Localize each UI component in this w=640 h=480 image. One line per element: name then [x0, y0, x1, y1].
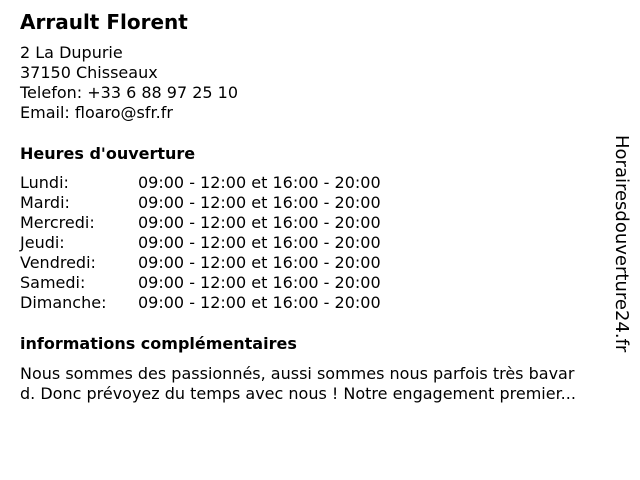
time-range: 09:00 - 12:00 et 16:00 - 20:00: [138, 213, 381, 232]
time-range: 09:00 - 12:00 et 16:00 - 20:00: [138, 293, 381, 312]
time-range: 09:00 - 12:00 et 16:00 - 20:00: [138, 193, 381, 212]
time-range: 09:00 - 12:00 et 16:00 - 20:00: [138, 253, 381, 272]
time-range: 09:00 - 12:00 et 16:00 - 20:00: [138, 173, 381, 192]
hours-row-monday: [20, 173, 381, 193]
hours-row-thursday: [20, 233, 381, 253]
day-label: Dimanche:: [20, 293, 107, 312]
additional-info-text: [20, 364, 620, 404]
hours-row-saturday: [20, 273, 381, 293]
email-address: Email: floaro@sfr.fr: [20, 103, 173, 122]
day-label: Samedi:: [20, 273, 86, 292]
additional-info-heading: informations complémentaires: [20, 334, 297, 353]
site-watermark: Horairesdouverture24.fr: [611, 135, 632, 353]
day-label: Jeudi:: [20, 233, 65, 252]
day-label: Mercredi:: [20, 213, 95, 232]
contact-block: [20, 43, 238, 123]
hours-row-wednesday: [20, 213, 381, 233]
description-line-1: Nous sommes des passionnés, aussi sommes nous parfois très bavar: [20, 364, 575, 383]
description-line-2: d. Donc prévoyez du temps avec nous ! Notre engagement premier...: [20, 384, 576, 403]
time-range: 09:00 - 12:00 et 16:00 - 20:00: [138, 233, 381, 252]
address-city: 37150 Chisseaux: [20, 63, 158, 82]
day-label: Mardi:: [20, 193, 70, 212]
hours-row-friday: [20, 253, 381, 273]
hours-row-tuesday: [20, 193, 381, 213]
day-label: Vendredi:: [20, 253, 96, 272]
opening-hours-table: [20, 173, 381, 313]
address-street: 2 La Dupurie: [20, 43, 123, 62]
phone-number: Telefon: +33 6 88 97 25 10: [20, 83, 239, 102]
day-label: Lundi:: [20, 173, 69, 192]
time-range: 09:00 - 12:00 et 16:00 - 20:00: [138, 273, 381, 292]
hours-row-sunday: [20, 293, 381, 313]
opening-hours-heading: Heures d'ouverture: [20, 144, 196, 163]
business-name: Arrault Florent: [20, 10, 188, 34]
